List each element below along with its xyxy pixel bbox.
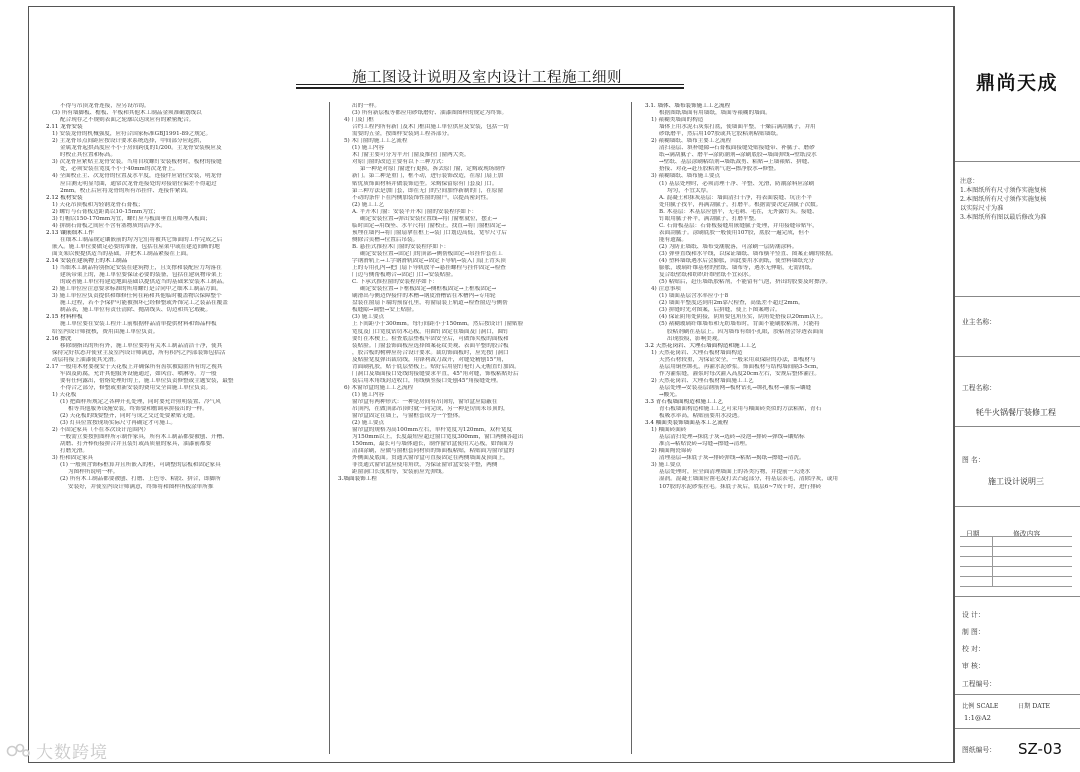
text-line: 2mm。校正后应将龙骨的所有吊挂件、连接件紧固。 xyxy=(60,187,192,194)
note-line: 3.本图纸所有图以最后修改为准 xyxy=(960,214,1047,221)
text-line: 施工过程，若不予保护可能被损坏已经修整或外饰完工之装品在覆盖 xyxy=(60,300,228,307)
text-line: 作为灌浆缝，灌浆时每次灌入高度20cm左右，安规后整体灌注。 xyxy=(659,370,820,377)
text-line: A. 平开木门窗：安装平开木门窗的安装程序如下： xyxy=(352,208,478,215)
text-line: 预埋在墙内→将门窗扇拿在框上→装门口划边高低，宽窄尺寸后 xyxy=(352,229,507,236)
text-line: 2) 施工单位应注意要求标准的所用螺钉是合同中之细木工制品方面。 xyxy=(52,286,222,293)
text-line: 木门窗主要可分为平开门窗及推拉门窗两大类。 xyxy=(352,152,470,159)
text-line: 5) 木门窗的施工工艺流程 xyxy=(344,138,408,145)
text-line: (4) 保证阴角处阴接，阴角要包角压实，阴角处搭接以20mm以上。 xyxy=(659,314,827,321)
text-line: 处用腻子找平，再满刮腻子，打磨平。根据需要决定刮腻子次数。 xyxy=(659,201,822,208)
text-line: 要钉在木楔上。检查底层垫板牢固安全后，可做饰夹板的面板和 xyxy=(352,335,509,342)
text-line: 不动的条件下在内侧加装饰性窗的窗户，以提高密封性。 xyxy=(352,194,492,201)
note-line: 注意： xyxy=(960,178,979,185)
text-line: 应目测无明显弯曲，通常次龙骨连接处的对接错位偏差不得超过 xyxy=(60,180,217,187)
text-line: 4) 门及门框 xyxy=(344,117,374,124)
watermark-text: 大数跨境 xyxy=(36,743,108,763)
text-line: ，胶合板的树种应符合设计要求。裁切饰面板时，应先按门洞口 xyxy=(352,349,509,356)
text-line: →壁纸、基层涂刷粘结剂→墙纸裁剪、粘贴→上墙裱贴、拼缝、 xyxy=(659,159,813,166)
title-underline xyxy=(296,84,684,85)
text-line: 在细木工制品规定镶嵌前的均为它们将被其它饰面的工作完成之后 xyxy=(60,236,223,243)
project-label: 工程名称： xyxy=(962,384,996,392)
text-column-3 xyxy=(645,103,945,753)
text-line: A. 混凝土和抹灰基层：墙面清扫干净，将表面裂缝、坑洼不平 xyxy=(659,194,813,201)
text-line: (2) 施工工艺 xyxy=(352,201,385,208)
revision-content-label: 修改内容 xyxy=(1013,530,1041,538)
text-line: 清扫基层、填补缝隙→石膏板面接缝处贴接缝带、补腻子、磨砂 xyxy=(659,145,815,152)
text-line: 刷滑出与侧边焊接件的木槽→钢皮滑槽钻在木槽内→专用轮 xyxy=(352,293,496,300)
revision-table xyxy=(960,536,1072,586)
text-line: 钉眼用腻子补平，满刮腻子，打磨平整。 xyxy=(659,215,760,222)
section-heading: 2.13 镶嵌细木工作 xyxy=(46,229,94,236)
section-heading: 2.12 板材安装 xyxy=(46,194,83,201)
text-line: 能有遗漏。 xyxy=(659,236,687,243)
text-column-1 xyxy=(46,103,322,753)
text-line: 1) 天然花岗岩、大理石板材墙面构造 xyxy=(651,349,743,356)
text-line: 板吸水率高，粘贴前要用水浸透。 xyxy=(659,413,743,420)
text-line: 处，必须安装在宽度不小于40mm的次龙骨上。 xyxy=(60,166,179,173)
text-line: 金属龙骨起拱高度应不小于房间跨度的1/200。主龙骨安装模应及 xyxy=(60,145,222,152)
text-line: 板缝隙→调整→安上贴脸。 xyxy=(352,307,418,314)
text-line: 盘装在窗扇下端的预留孔里，将窗扇装上轨道→检查窗边与侧帮 xyxy=(352,300,508,307)
designer-label: 设 计： xyxy=(962,611,985,619)
text-line: (2) 为防止墙纸、墙布受潮脱落，可涂刷一层防潮涂料。 xyxy=(659,243,798,250)
text-line: 新门。第二种是重门，框不动，进行装饰改造，在原门扇上加 xyxy=(352,173,504,180)
text-line: 面支架以便提供适当的基础，并把木工制品紧接在上面。 xyxy=(52,250,192,257)
text-line: 临时固定→用线坠、水平尺将门窗校正，找直→将门窗框固定→ xyxy=(352,222,506,229)
reviewer-label: 审 核： xyxy=(962,662,985,670)
text-line: 湿润。混凝土墙面应凿毛及打去凸起部分，将基层表毛，清除浮灰，或用 xyxy=(659,476,839,483)
drafter-label: 制 图： xyxy=(962,628,985,636)
text-line: 2.17 一般用木材要视安于天花板上并确保所有齿状被隐匿所有的之视其 xyxy=(46,363,223,370)
date-label: 日期 DATE xyxy=(1018,703,1051,710)
text-line: 基层处理→安装基层钢筋网→板材钻孔→绑扎板材→灌浆→镶缝 xyxy=(659,384,812,391)
text-line: 给室内设计师批核，费用由施工单位负责。 xyxy=(52,328,159,335)
text-line: 2) 螺钉与石膏板边距离以10-15mm为宜； xyxy=(52,208,159,215)
text-line: 2) 裱糊墙纸、墙布主要工艺流程 xyxy=(651,138,732,145)
text-line: 1) 釉面砖面砖 xyxy=(651,427,687,434)
text-line: 嵌入。施工单位要做足必要的准备，包括在屋架中或在建造间断的地 xyxy=(52,243,220,250)
text-line: 4) 拼制石膏板之间应不含有塞物质的洁净水。 xyxy=(52,222,166,229)
drawing-name: 施工设计说明三 xyxy=(988,477,1044,486)
revision-date-label: 日期 xyxy=(966,530,980,538)
drawing-label: 图 名： xyxy=(962,456,985,464)
text-line: 移除制指出的所有外，施工单位要将有关木工制品清洁干净，使其 xyxy=(60,342,223,349)
text-line: 门洞口及墙面接口处线的接缝要求平直，45°角对缝，饰板粘贴好后 xyxy=(352,370,519,377)
text-line: 背面刷乳胶，贴于底层垫板上。贴好后用射钉枪钉入无帽直钉加固。 xyxy=(352,363,520,370)
text-line: 窗帘盒有两种形式：一种是房间有吊顶的，窗帘盒应隐蔽在 xyxy=(352,398,498,405)
text-line: 墙体上用水泥石灰浆打底，使墙面平整，干燥后满刮腻子，并用 xyxy=(659,124,816,131)
text-line: 装贴脸。门窗套饰面板应选择图案花纹美观、表面平整的胶合板 xyxy=(352,342,509,349)
document-title: 施工图设计说明及室内设计工程施工细则 xyxy=(352,70,622,86)
text-line: 2) 不固定家具（不在本次设计范围内） xyxy=(52,427,150,434)
text-line: 复合纸壁纸和纺织纤维壁纸不宜闷水。 xyxy=(659,272,755,279)
text-line: (3) 所有墙脚板、檐板、平板和其他木工制品金须准确划线以 xyxy=(52,110,202,117)
text-line: 非贯通式窗帘盒应使用角铁，为保证窗帘盒安装平整，两侧 xyxy=(352,462,498,469)
checker-label: 校 对： xyxy=(962,645,985,653)
text-line: 建筑带架上的，施工单位要保证必要的装备，包括在建筑物带架上 xyxy=(60,272,223,279)
section-heading: 3.1. 墙体、墙布装饰施工工艺流程 xyxy=(645,103,731,109)
text-line: B. 悬挂式推拉木门窗的安装程序如下： xyxy=(352,243,450,250)
text-line: 3) 钉帽以150-170mm为宜，螺钉应与板面垂直且略埋入板面； xyxy=(52,215,211,222)
text-line: 打磨光滑。 xyxy=(60,448,88,455)
text-line: C. 石膏板基层：石膏板接缝用嵌缝腻子处理，并用接缝带贴牢， xyxy=(659,222,818,229)
text-line: 不得合之部分，修整或重新安装的费用交全由施工单位负责。 xyxy=(60,384,212,391)
text-line: 基层处理时，应全面清理墙面上的各类污物，并提前一天浇水 xyxy=(659,469,811,476)
text-line: 要有任何露出，借熔处理好的上，施工单位负责修整或主题安装，最整 xyxy=(60,377,234,384)
text-line: 3) 施工单位应负责提供和维修任何在箱和其他临时覆盖物以保障整个 xyxy=(52,293,222,300)
section-heading: 2.14 安装在建筑物上的木工制品 xyxy=(46,258,128,265)
text-line: B. 木基层：木基层应刨平，无毛刺、毛茬，无外露钉头。接缝、 xyxy=(659,208,818,215)
text-line: 107胶的水泥砂浆拉毛。抹底子灰后，底层6~7成干时，进行排砖 xyxy=(659,483,822,490)
note-line: 2.本图纸所有尺寸须作实施复核 xyxy=(960,196,1047,203)
text-line: 为图样所说明一样。 xyxy=(68,469,119,476)
text-line: (3) 弹垂直线和水平线，以保证墙纸、墙布横平竖直、图案正确的依据。 xyxy=(659,250,837,257)
text-line: 搭接、对花→赶压胶粘剂气泡→擦净胶水→修整。 xyxy=(659,166,780,173)
text-line: 字钢滑轨上→工字钢滑轨固定→固定下导轨→装入门扇上背头顶 xyxy=(352,258,506,265)
text-line: (1) 一般须含饰标框算并且所嵌入的柜，可调整的层板和固定家具 xyxy=(60,462,221,469)
text-line: 制品表，施工单位有责任清除、抛刮线头、切边和其它瑕疵。 xyxy=(60,307,212,314)
text-line: 1) 裱糊类墙面的构造 xyxy=(651,117,704,124)
text-line: 时校正其位置和标高。 xyxy=(60,152,116,159)
text-line: 对原门窗的改造主要有以下三种方式： xyxy=(352,159,448,166)
text-line: 膨胀，玻璃纤维基材的壁纸、墙布等，遇水无伸缩，无需润纸。 xyxy=(659,265,816,272)
text-line: 3) 施工要点 xyxy=(651,462,681,469)
text-line: (2) 天花板的线要整齐，同时与成之交过处要紧贴无缝。 xyxy=(60,413,199,420)
text-line: 基层用铜丝绑孔，再灌水泥砂浆。饰面板材与结构墙间隔3-5cm， xyxy=(659,363,822,370)
text-line: 根据图纸墙面有用墙纸，墙面等裱糊的墙面。 xyxy=(659,110,771,117)
text-line: 的或者施工单位将建造地面基础以提供适当的基础来安装木工制品。 xyxy=(60,279,228,286)
text-line: 宽度及门口宽度钻切木芯板，用圆钉固定在墙面及门洞口，圆钉 xyxy=(352,328,509,335)
text-line: 准点→粘贴瓷砖→勾缝→擦缝→清理。 xyxy=(659,441,751,448)
text-line: 距窗洞口长度相等，安装前应先弹线。 xyxy=(352,469,448,476)
text-line: 保持完好状态并使业主及室内设计师满意，所有积内之内部装饰包括活 xyxy=(52,349,226,356)
company-logo-text: 鼎尚天成 xyxy=(975,72,1058,94)
text-line: 出现胶痕，影响美观。 xyxy=(667,335,723,342)
text-line: 6) 木窗帘盒的施工工艺流程 xyxy=(344,384,414,391)
section-heading: 3.墙面装饰工程 xyxy=(338,476,377,483)
project-name: 牦牛火锅餐厅装修工程 xyxy=(976,408,1056,417)
text-line: 清理基层→抹底子灰→排砖弹线→粘贴→揭纸→擦缝→清洗。 xyxy=(659,455,805,462)
sheet-number-label: 图纸编号： xyxy=(962,746,996,754)
text-line: 合约工程内所有新门及木门框由施工单位供应及安装，包括一切 xyxy=(352,124,509,131)
text-line: (1) 施工内容 xyxy=(352,145,385,152)
text-line: (3) 拼缝时先对图案，后拼缝，使上下图案吻合。 xyxy=(659,307,781,314)
text-line: 吊顶内，在做顶部吊顶时就一同完成，另一种是房间未吊顶的， xyxy=(352,406,509,413)
text-line: 清油涂刷，应做与窗框套同材质的饰面板粘贴，粘贴面为窗帘盒的 xyxy=(352,448,515,455)
column-divider xyxy=(329,102,330,754)
text-line: (3) 灯具位置按现场实际尺寸再确定才可施工。 xyxy=(60,420,176,427)
text-line: 牢固及防腐，允许其他服务设施通过，如风管、喷淋等。方一般 xyxy=(60,370,217,377)
text-line: 确定安装位置→固定门的顶部→侧帮板固定→吊挂件套在工 xyxy=(360,250,503,257)
text-line: 胶粘剂刷在基层上。因为墙布有细小孔眼，胶粘剂会穿透表面而 xyxy=(667,328,824,335)
text-line: 1) 安装龙骨的机械强度，应符合国家标准GBJ1991-89之规定。 xyxy=(52,131,212,138)
text-column-2 xyxy=(338,103,622,753)
text-line: 贴优质饰面材料并做装饰造型。采购保留原有门套及门口。 xyxy=(352,180,498,187)
text-line: 150mm，最长可与墙体通长，制作窗帘盒使用大芯板，如饰面为 xyxy=(352,441,514,448)
owner-label: 业主名称： xyxy=(962,318,996,326)
text-line: 动层将接上油漆使其光滑。 xyxy=(52,356,120,363)
text-line: 1) 天花吊顶板和为轻钢龙骨石膏板； xyxy=(52,201,144,208)
text-line: 刮磨、打齐棒衔接拼合并且装钉或高质量的家具，油漆前都要 xyxy=(60,441,212,448)
text-line: (2) 所有木工制品都要被刨、打磨、上色等、粘胶、拼合，即脚所 xyxy=(60,476,221,483)
text-line: 侧除合页槽→位置后吊装。 xyxy=(352,236,419,243)
text-line: (1) 施工内容 xyxy=(352,391,385,398)
text-line: 施工单位要在安装工程开工前根据样品清单提供材料和饰品样板 xyxy=(60,321,217,328)
text-line: 不得与吊顶龙骨连接，应另设吊钩。 xyxy=(60,103,150,109)
scale-label: 比例 SCALE xyxy=(962,703,999,710)
section-heading: 3.4 釉面类装饰墙面基本工艺流程 xyxy=(645,420,729,427)
text-line: 2) 釉面陶瓷锦砖 xyxy=(651,448,693,455)
text-line: 纸→满刮腻子、磨平→涂防潮剂→涂刷底胶→墙面弹线→壁纸浸水 xyxy=(659,152,817,159)
section-heading: 3.2 天然花岗岩、大理石墙面构造和施工工艺 xyxy=(645,342,757,349)
text-line: C. 下承式推拉窗的安装程序如下： xyxy=(352,279,438,286)
text-line: 表面刮腻子。涂刷底胶一般使用107胶，底胶一遍完成，但不 xyxy=(659,229,810,236)
section-heading: 3.3 青石板墙面构造和施工工艺 xyxy=(645,398,723,405)
text-line: 配合现存之不规则表面之轮廓以达成应有的紧密配合。 xyxy=(60,117,195,124)
text-line: 及贴脸宽度弹出裁切线，用锋利裁刀裁开，对缝处精刨15°角， xyxy=(352,356,508,363)
text-line: (4) 塑料墙纸遇水后会膨胀，因此要用水润纸，使塑料墙纸充分 xyxy=(659,258,815,265)
section-heading: 2.15 材料样板 xyxy=(46,314,83,321)
text-line: 均匀，不宜太厚。 xyxy=(667,187,712,194)
project-number-label: 工程编号： xyxy=(962,680,996,688)
text-line: 为150mm以上，长度最短应超过窗口宽度300mm，窗口两侧各超出 xyxy=(352,434,524,441)
text-line: 上的专用孔内→把门扇下导轨放平→悬挂螺栓与挂件固定→检查 xyxy=(352,265,506,272)
text-line: →酸光。 xyxy=(659,391,681,398)
text-line: 安装好，并使室内设计师满意，终饰将和图样所板涂单所推 xyxy=(68,483,214,490)
text-line: (1) 基层处理时，必须清理干净、平整、光滑，防潮涂料应涂刷 xyxy=(659,180,815,187)
sheet-number: SZ-03 xyxy=(1018,740,1063,758)
text-line: 2) 主龙骨吊点间距应按设计要求系统选择，中间部分应起拱， xyxy=(52,138,205,145)
text-line: (3) 施工要点 xyxy=(352,314,385,321)
text-line: (2) 墙面平整度达到用2m靠尺检查，高低差不超过2mm。 xyxy=(659,300,804,307)
text-line: 窗帘盒的规格为高100mm左右，单杆宽度为120mm，双杆宽度 xyxy=(352,427,513,434)
text-line: 1) 天花板 xyxy=(52,391,77,398)
scale-value: 1:1@A2 xyxy=(964,714,991,722)
text-line: (1) 墙面基层含水率应小于8 xyxy=(659,293,729,300)
text-line: 确定安装位置→弹出安装位置线→将门窗框就位，摆正→ xyxy=(360,215,498,222)
watermark-logo-icon xyxy=(6,742,32,760)
column-divider xyxy=(631,102,632,754)
text-line: 上下间距小于300mm。每行间距小于150mm。然后按设计门窗贴脸 xyxy=(352,321,524,328)
text-line: 基层清扫处理→抹底子灰→选砖→浸泡→排砖→弹线→镶贴标 xyxy=(659,434,805,441)
text-line: 出的一样。 xyxy=(352,103,380,109)
text-line: 3) 柜和固定家具 xyxy=(52,455,94,462)
text-line: 第一种是对原门窗进行更换，拆去原门窗，定购或现场制作 xyxy=(360,166,506,173)
text-line: 一般需立要按照图样所示制作家具，所有木工制品都要被刨、开槽、 xyxy=(60,434,228,441)
text-line: 外侧面及底面。贯通式窗帘盒可直接固定在两侧墙面及顶面上， xyxy=(352,455,509,462)
text-line: 3) 次龙骨应紧贴主龙骨安装。当用自攻螺钉安装板材时，板材的接缝 xyxy=(52,159,222,166)
section-heading: 2.16 擦洗 xyxy=(46,335,72,342)
text-line: 4) 注意事项 xyxy=(651,286,681,293)
text-line: 2) 天然花岗岩、大理石板材墙面施工工艺 xyxy=(651,377,754,384)
text-line: 1) 当细木工制品特别指定安装在建筑物上，且支撑和装配应力均落在 xyxy=(52,265,222,272)
text-line: 4) 全面校正主、次龙骨的位置及水平度，连接件应错位安装，明龙骨 xyxy=(52,173,222,180)
note-line: 1.本图纸所有尺寸须作实施复核 xyxy=(960,187,1047,194)
text-line: 砂纸磨平，然后用107胶或其它胶粘剂粘贴墙纸。 xyxy=(659,131,782,138)
text-line: (5) 粘贴后，赶压墙纸胶粘剂，不能留有气泡，挤出的胶要及时擦净。 xyxy=(659,279,831,286)
text-line: 门边与侧帮板吻合→固定门口→安装贴脸。 xyxy=(352,272,457,279)
text-line: 天然石材较重，为保证安全，一般采用双保险的办法，即板材与 xyxy=(659,356,816,363)
text-line: 需要的五金，按图样安装到工程各部分。 xyxy=(352,131,453,138)
text-line: (1) 把圆样所规定之各种开孔处理，同时要允许照明装置、冷气风 xyxy=(60,398,221,405)
watermark xyxy=(6,738,108,763)
section-heading: 2.11 龙骨安装 xyxy=(46,124,83,131)
title-underline-thick xyxy=(296,87,684,89)
text-line: (3) 所有新层板等都应用砂纸磨好、油漆图图样的规定为终饰。 xyxy=(352,110,508,117)
text-line: 相等其他服务设施安装，终饰要和檐调承拼接出的一样。 xyxy=(68,406,208,413)
text-line: 确定安装位置→下框板固定→侧框板固定→上框板固定→ xyxy=(360,286,497,293)
note-line: 以实际尺寸为准 xyxy=(960,205,1004,212)
text-line: (5) 裱糊玻璃纤维墙布和无纺墙布时，背面不能刷胶粘剂，只能将 xyxy=(659,321,820,328)
text-line: 3) 裱糊墙纸、墙布施工要点 xyxy=(651,173,721,180)
text-line: (2) 施工要点 xyxy=(352,420,385,427)
text-line: 第三种方法是加门套，即在无门的空间加作新制的门，在原窗 xyxy=(352,187,504,194)
text-line: 窗帘盒固定在墙上，与窗框套成为一个整体。 xyxy=(352,413,464,420)
text-line: 青石板墙面构造和施工工艺可采用与釉面砖类似的方法粘贴，青石 xyxy=(659,406,822,413)
text-line: 装后用木角线封边收口，角线横竖接口处刨45°角接缝处理。 xyxy=(352,377,502,384)
